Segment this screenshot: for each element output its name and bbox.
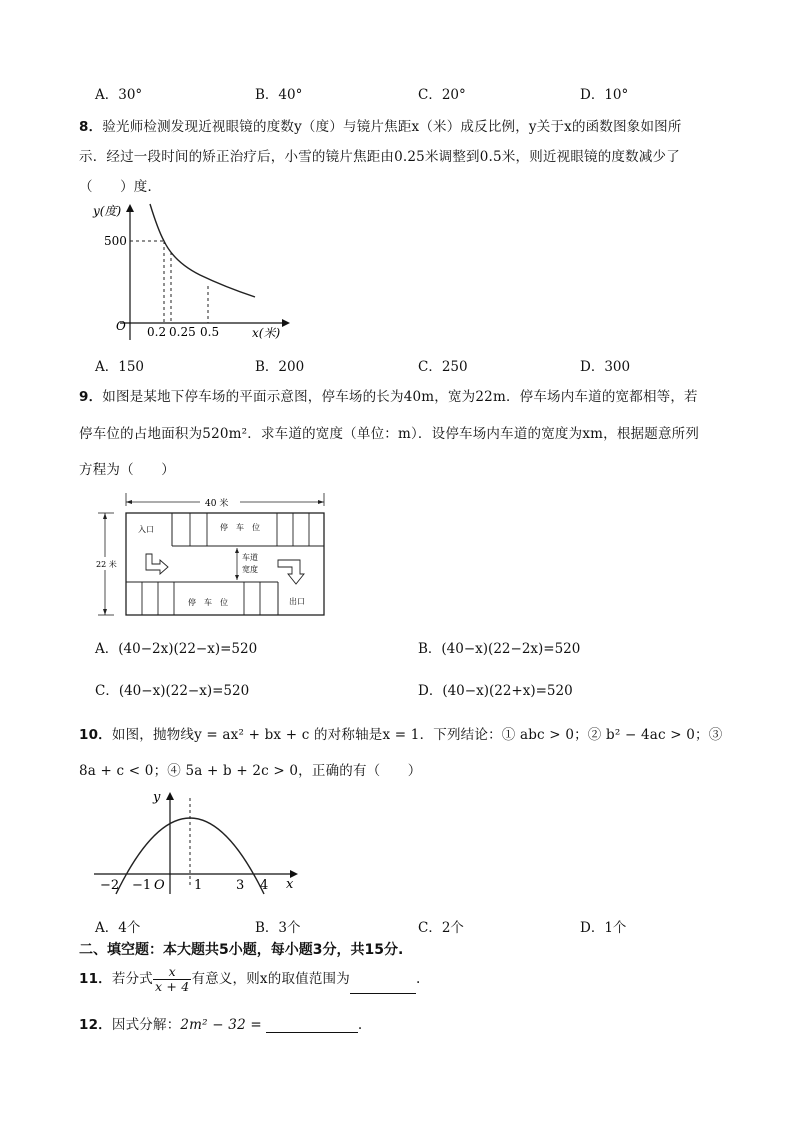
q12-answer-blank[interactable] [266, 1018, 358, 1033]
q8-y-tick-500: 500 [104, 234, 127, 248]
q8-text-line2: 示．经过一段时间的矫正治疗后，小雪的镜片焦距由0.25米调整到0.5米，则近视眼镜的度数减少了 [79, 149, 680, 165]
q9-exit-arrow-icon [278, 560, 304, 584]
q8-option-b[interactable]: B．200 [255, 359, 305, 375]
q11-prefix: 若分式 [111, 971, 153, 987]
q9-option-d[interactable]: D．(40−x)(22+x)=520 [418, 683, 573, 699]
q10-option-c[interactable]: C．2个 [418, 920, 464, 936]
q11-end: . [415, 971, 421, 987]
q8-reciprocal-graph [90, 200, 290, 345]
q10-parabola-graph [90, 786, 305, 898]
q10-y-label: y [153, 790, 161, 805]
q10-x-tick-neg1: −1 [132, 878, 152, 893]
q9-number: 9． [79, 389, 103, 405]
q7-option-c[interactable]: C．20° [418, 87, 466, 103]
q12-number: 12． [79, 1017, 112, 1033]
q11-number: 11． [79, 971, 112, 987]
section-2-heading: 二、填空题：本大题共5小题，每小题3分，共15分. [79, 942, 404, 958]
q9-parking-bottom: 停 车 位 [188, 598, 228, 607]
q8-number: 8． [79, 119, 103, 135]
q10-text-line1: 如图，抛物线y = ax² + bx + c 的对称轴是x = 1．下列结论：① abc > 0；② b² − 4ac > 0；③ [111, 727, 723, 743]
q10-x-tick-4: 4 [260, 878, 269, 893]
q8-origin: O [116, 319, 126, 333]
q11-frac-num: x [153, 965, 191, 980]
q8-y-label: y(度) [93, 204, 122, 218]
q9-parking-top: 停 车 位 [220, 523, 260, 532]
q12-prefix: 因式分解： [111, 1017, 181, 1033]
q10-number: 10． [79, 727, 112, 743]
q8-option-d[interactable]: D．300 [580, 359, 631, 375]
q8-option-c[interactable]: C．250 [418, 359, 468, 375]
q8-x-tick-1: 0.25 [169, 325, 196, 339]
q9-text-line3: 方程为（ ） [79, 462, 175, 478]
q9-lane-label-2: 宽度 [242, 565, 258, 574]
q11-frac-den: x + 4 [155, 979, 190, 994]
q9-option-b[interactable]: B．(40−x)(22−2x)=520 [418, 641, 581, 657]
q9-entry-arrow-icon [146, 554, 168, 574]
q7-option-b[interactable]: B．40° [255, 87, 303, 103]
q7-option-d[interactable]: D．10° [580, 87, 629, 103]
q8-x-label: x(米) [252, 326, 281, 340]
q10-option-a[interactable]: A．4个 [95, 920, 141, 936]
q12-end: . [357, 1017, 363, 1033]
q9-width-label: 40 米 [205, 499, 229, 509]
q10-x-label: x [286, 877, 294, 892]
q11-answer-blank[interactable] [350, 979, 416, 994]
q9-exit: 出口 [289, 597, 305, 606]
q9-height-label: 22 米 [96, 560, 117, 569]
q9-text-line2: 停车位的占地面积为520m²．求车道的宽度（单位：m）．设停车场内车道的宽度为xm，根据题意所列 [79, 426, 700, 442]
q9-lane-label-1: 车道 [242, 553, 258, 562]
q10-origin: O [154, 878, 165, 893]
q10-option-b[interactable]: B．3个 [255, 920, 301, 936]
q9-parking-diagram [90, 492, 330, 620]
q8-curve [150, 204, 255, 297]
q8-text-line3: （ ）度． [79, 179, 162, 195]
q11-suffix: 有意义，则x的取值范围为 [191, 971, 350, 987]
q10-option-d[interactable]: D．1个 [580, 920, 627, 936]
q8-x-tick-0: 0.2 [147, 325, 167, 339]
question-12 [79, 1013, 362, 1033]
q10-x-tick-neg2: −2 [100, 878, 120, 893]
q11-fraction [153, 965, 191, 994]
q9-entrance: 入口 [138, 525, 154, 534]
q8-option-a[interactable]: A．150 [95, 359, 145, 375]
q9-option-c[interactable]: C．(40−x)(22−x)=520 [95, 683, 250, 699]
q10-text-line2: 8a + c < 0；④ 5a + b + 2c > 0，正确的有（ ） [79, 763, 422, 779]
q7-option-a[interactable]: A．30° [95, 87, 143, 103]
q12-expression: 2m² − 32 = [180, 1017, 262, 1033]
q9-option-a[interactable]: A．(40−2x)(22−x)=520 [95, 641, 258, 657]
q8-text-line1: 验光师检测发现近视眼镜的度数y（度）与镜片焦距x（米）成反比例，y关于x的函数图象如图所 [102, 119, 682, 135]
question-11 [79, 965, 420, 994]
q10-x-tick-1: 1 [194, 878, 203, 893]
q8-x-tick-2: 0.5 [200, 325, 220, 339]
q9-text-line1: 如图是某地下停车场的平面示意图，停车场的长为40m，宽为22m．停车场内车道的宽都相等，若 [102, 389, 698, 405]
q10-x-tick-3: 3 [236, 878, 245, 893]
